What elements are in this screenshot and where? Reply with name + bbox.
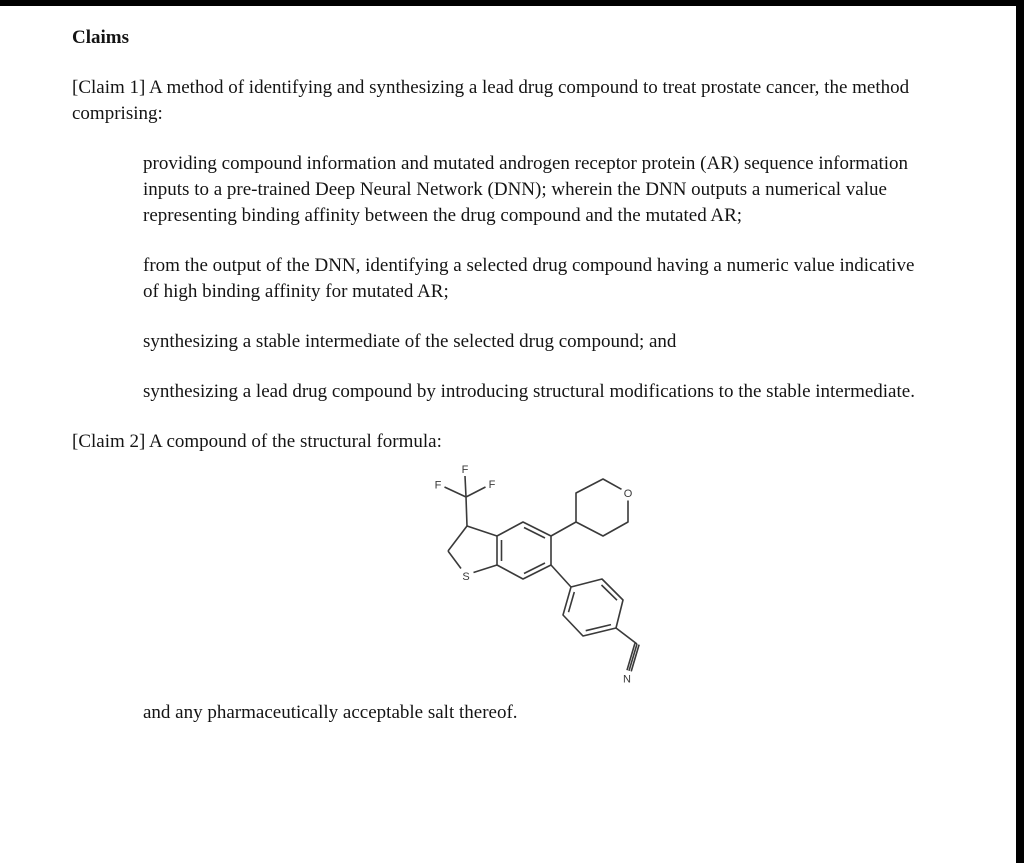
claim-1-steps bbox=[72, 151, 930, 405]
claim-2-closing: and any pharmaceutically acceptable salt thereof. bbox=[143, 702, 518, 723]
phenyl-ring-bonds bbox=[551, 565, 623, 636]
nitrile-bonds bbox=[616, 628, 639, 671]
claim-1-step-identifying: from the output of the DNN, identifying a selected drug compound having a numeric value indicative of high binding affinity for mutated AR; bbox=[143, 255, 915, 302]
benzene-double-bond-lines bbox=[502, 528, 546, 574]
claims-heading: Claims bbox=[72, 27, 129, 48]
claims-document bbox=[72, 25, 930, 726]
chemical-structure-drawing bbox=[424, 455, 668, 697]
cf3-bonds bbox=[445, 476, 486, 526]
claim-1-step-synthesizing-lead: synthesizing a lead drug compound by introducing structural modifications to the stable intermediate. bbox=[143, 381, 915, 402]
atom-label-fluorine-left: F bbox=[434, 479, 442, 492]
claim-1-intro: [Claim 1] A method of identifying and synthesizing a lead drug compound to treat prostate cancer, the method comprising: bbox=[72, 77, 910, 124]
pyran-ring-bonds bbox=[551, 479, 628, 536]
right-border-bar bbox=[1016, 0, 1024, 863]
benzene-ring-bonds bbox=[497, 522, 551, 579]
atom-label-sulfur: S bbox=[462, 571, 470, 583]
claim-1-step-providing: providing compound information and mutated androgen receptor protein (AR) sequence information inputs to a pre-trained Deep Neural Network (DNN); wherein the DNN outputs a numerical value representing binding affinity between the drug compound and the mutated AR; bbox=[143, 153, 909, 226]
claim-1-step-synthesizing-intermediate: synthesizing a stable intermediate of the selected drug compound; and bbox=[143, 331, 677, 352]
atom-label-fluorine-top: F bbox=[461, 464, 469, 476]
atom-label-oxygen: O bbox=[623, 488, 633, 500]
top-border-bar bbox=[0, 0, 1024, 6]
atom-label-fluorine-right: F bbox=[488, 479, 496, 491]
claim-2-intro: [Claim 2] A compound of the structural formula: bbox=[72, 431, 442, 452]
atom-label-nitrogen: N bbox=[623, 673, 631, 686]
thiophene-ring-bonds bbox=[448, 526, 497, 573]
phenyl-double-bond-lines bbox=[569, 585, 618, 631]
structural-formula bbox=[424, 455, 668, 697]
